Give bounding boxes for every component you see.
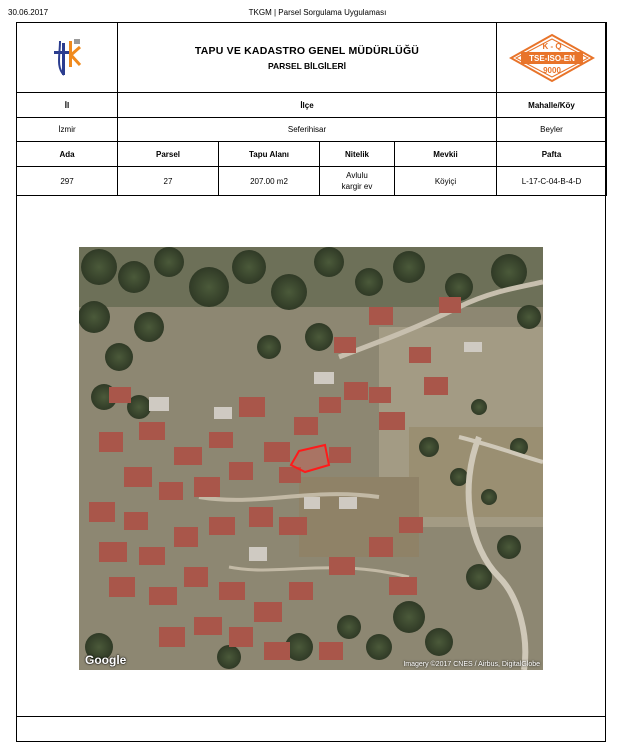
tkgm-logo-icon	[50, 37, 84, 79]
org-title: TAPU VE KADASTRO GENEL MÜDÜRLÜĞÜ	[194, 44, 420, 57]
footer-divider	[16, 716, 606, 717]
print-date: 30.06.2017	[8, 8, 49, 17]
mevkii-label: Mevkii	[395, 142, 497, 167]
parsel-label: Parsel	[118, 142, 219, 167]
cert-logo-cell	[497, 23, 607, 93]
google-logo: Google	[85, 653, 127, 667]
mahalle-value: Beyler	[497, 118, 607, 142]
ilce-label: İlçe	[118, 93, 497, 118]
parsel-value: 27	[118, 167, 219, 196]
mevkii-value: Köyiçi	[395, 167, 497, 196]
satellite-imagery	[79, 247, 543, 670]
alan-value: 207.00 m2	[219, 167, 320, 196]
org-title-cell	[118, 23, 497, 93]
cert-line-2: TSE-ISO-EN	[528, 53, 575, 63]
alan-label: Tapu Alanı	[219, 142, 320, 167]
il-label: İl	[17, 93, 118, 118]
ada-label: Ada	[17, 142, 118, 167]
cert-line-3: 9000	[542, 65, 561, 75]
satellite-map[interactable]	[79, 247, 543, 670]
nitelik-line-2: kargir ev	[341, 182, 373, 191]
nitelik-label: Nitelik	[320, 142, 395, 167]
ada-value: 297	[17, 167, 118, 196]
tkgm-logo-cell	[17, 23, 118, 93]
app-title: TKGM | Parsel Sorgulama Uygulaması	[248, 8, 387, 17]
parcel-info-table	[16, 22, 607, 196]
nitelik-value	[320, 167, 395, 196]
ilce-value: Seferihisar	[118, 118, 497, 142]
cert-line-1: K - Q	[541, 41, 562, 51]
il-value: İzmir	[17, 118, 118, 142]
nitelik-line-1: Avlulu	[346, 171, 368, 180]
imagery-credit: Imagery ©2017 CNES / Airbus, DigitalGlobe	[403, 661, 540, 668]
org-subtitle: PARSEL BİLGİLERİ	[267, 60, 347, 71]
pafta-value: L-17-C-04-B-4-D	[497, 167, 607, 196]
kq-cert-logo-icon	[509, 33, 595, 83]
mahalle-label: Mahalle/Köy	[497, 93, 607, 118]
pafta-label: Pafta	[497, 142, 607, 167]
print-header	[0, 6, 635, 20]
